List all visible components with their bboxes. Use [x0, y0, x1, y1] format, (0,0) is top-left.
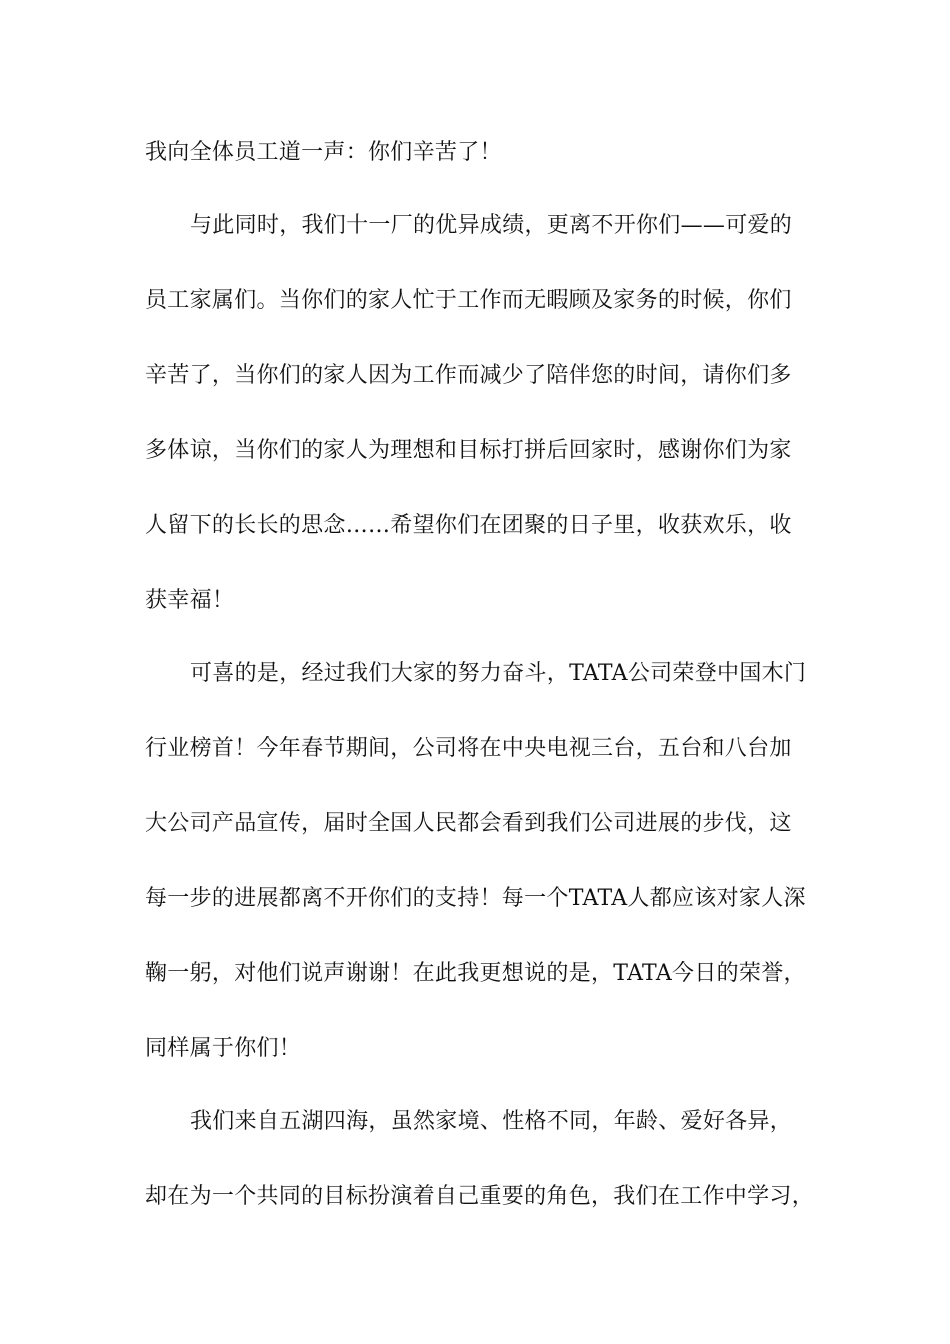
- text-line: 员工家属们。当你们的家人忙于工作而无暇顾及家务的时候，你们: [145, 288, 792, 313]
- text-line: 我向全体员工道一声：你们辛苦了！: [145, 140, 502, 165]
- text-line: 却在为一个共同的目标扮演着自己重要的角色，我们在工作中学习，: [145, 1184, 815, 1209]
- text-line: 获幸福！: [145, 588, 235, 613]
- text-line: 我们来自五湖四海，虽然家境、性格不同，年龄、爱好各异，: [190, 1109, 793, 1134]
- text-line: 多体谅，当你们的家人为理想和目标打拼后回家时，感谢你们为家: [145, 438, 792, 463]
- text-line: 辛苦了，当你们的家人因为工作而减少了陪伴您的时间，请你们多: [145, 363, 792, 388]
- text-line: 鞠一躬，对他们说声谢谢！在此我更想说的是，TATA今日的荣誉，: [145, 961, 806, 986]
- text-line: 行业榜首！今年春节期间，公司将在中央电视三台，五台和八台加: [145, 736, 792, 761]
- text-line: 与此同时，我们十一厂的优异成绩，更离不开你们——可爱的: [190, 213, 793, 238]
- text-line: 大公司产品宣传，届时全国人民都会看到我们公司进展的步伐，这: [145, 811, 792, 836]
- text-line: 同样属于你们！: [145, 1036, 302, 1061]
- text-line: 人留下的长长的思念……希望你们在团聚的日子里，收获欢乐，收: [145, 513, 792, 538]
- text-line: 每一步的进展都离不开你们的支持！每一个TATA人都应该对家人深: [145, 886, 806, 911]
- text-line: 可喜的是，经过我们大家的努力奋斗，TATA公司荣登中国木门: [190, 661, 807, 686]
